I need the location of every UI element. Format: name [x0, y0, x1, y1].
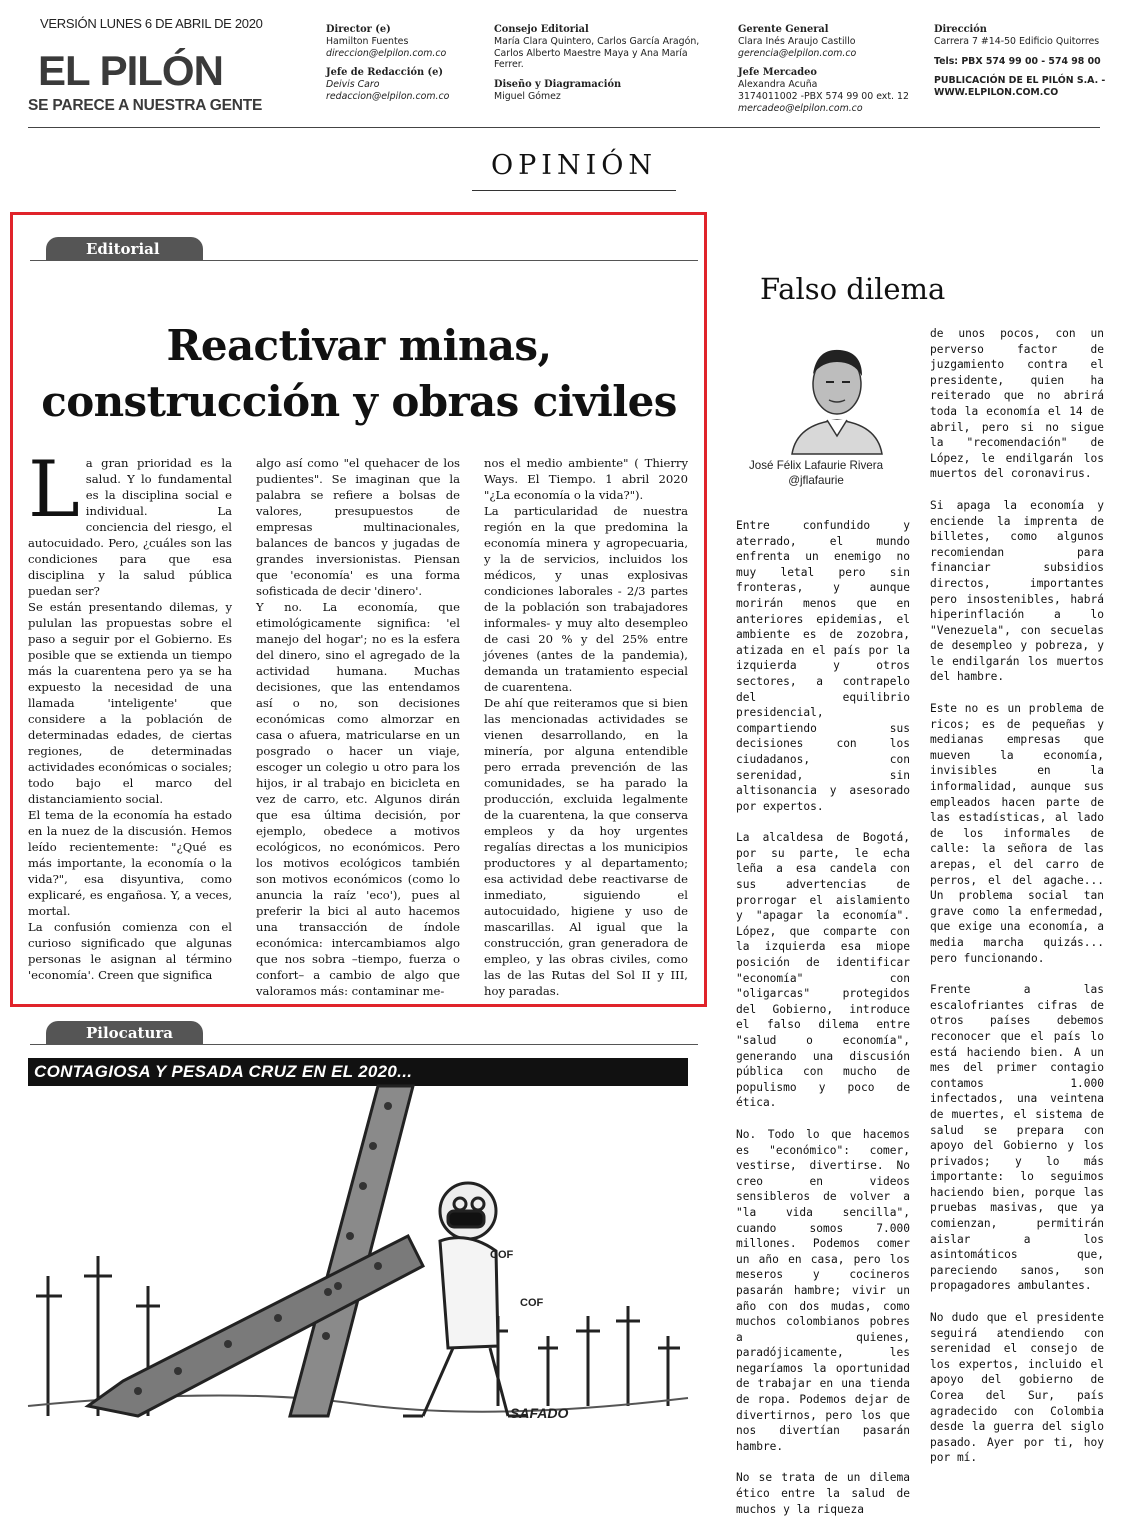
author-handle[interactable]: @jflafaurie: [788, 474, 844, 487]
gerente-label: Gerente General: [738, 24, 829, 35]
editorial-tab-rule: [30, 260, 698, 261]
editorial-column-2: [256, 455, 460, 999]
publicacion-line-2[interactable]: WWW.ELPILON.COM.CO: [934, 87, 1059, 99]
consejo-line-1: María Clara Quintero, Carlos García Aragón,: [494, 35, 700, 47]
editorial-paragraph: algo así como "el quehacer de los pudientes". Se imaginan que la palabra se refiere a bolsas de valores, presupuestos de empresas multinacionales, balances de bancos y jugadas de grandes inversionistas. Piensan que 'economía' es una forma sofisticada de decir 'dinero'.: [256, 456, 460, 598]
editorial-paragraph: La confusión comienza con el curioso significado que algunas personas le asignan al término 'economía'. Creen que significa: [28, 920, 232, 982]
section-title: OPINIÓN: [490, 150, 658, 181]
cartoon-title: CONTAGIOSA Y PESADA CRUZ EN EL 2020...: [28, 1058, 688, 1086]
column-paragraph: Si apaga la economía y enciende la imprenta de billetes, como algunos recomiendan para financiar subsidios directos, importantes pero insostenibles, habrá hiperinflación a lo "Venezuela", con secuelas de desempleo y pobreza, y le endilgarán los muertos del hambre.: [930, 498, 1104, 684]
section-underline: [472, 190, 676, 191]
consejo-line-3: Ferrer.: [494, 59, 524, 71]
mercadeo-name: Alexandra Acuña: [738, 79, 818, 91]
pilocatura-tab: Pilocatura: [46, 1021, 203, 1045]
gerente-email[interactable]: gerencia@elpilon.com.co: [738, 47, 857, 59]
column-paragraph: No dudo que el presidente seguirá atendiendo con serenidad el consejo de los expertos, incluido el apoyo del gobierno de Corea del Sur, país agradecido con Colombia desde la guerra del siglo pasado. Ayer por ti, hoy por mí.: [930, 1311, 1104, 1465]
column-paragraph: No se trata de un dilema ético entre la salud de muchos y la riqueza: [736, 1471, 910, 1516]
editorial-paragraph: Se están presentando dilemas, y pululan las propuestas sobre el paso a seguir por el Gobierno. Es posible que se extienda un tiempo más la cuarentena pero ya se ha expuesto la necesidad de una llamada 'inteligente' que considere a la población de determinadas edades, de ciertas regiones, de determinadas actividades económicas o sociales; todo bajo el marco del distanciamiento social.: [28, 600, 232, 806]
consejo-label: Consejo Editorial: [494, 24, 589, 35]
editorial-tab: Editorial: [46, 237, 203, 261]
gerente-name: Clara Inés Araujo Castillo: [738, 35, 856, 47]
drop-cap: L: [28, 445, 80, 535]
column-paragraph: Entre confundido y aterrado, el mundo enfrenta un enemigo no muy letal pero sin fronteras, y aunque morirán menos que en anteriores epidemias, el ambiente es de zozobra, atizada en el país por la izquierda y otros sectores, a contrapelo del equilibrio presidencial, compartiendo sus decisiones con los ciudadanos, con serenidad, sin altisonancia y asesorado por expertos.: [736, 519, 910, 813]
cartoon-illustration[interactable]: [28, 1086, 688, 1434]
mercadeo-email[interactable]: mercadeo@elpilon.com.co: [738, 102, 863, 114]
editorial-paragraph: De ahí que reiteramos que si bien las mencionadas actividades se vienen desarrollando, en la minería, por alguna entendible pero errada prevención de las comunidades, se ha parado la producción, excluida legalmente de la cuarentena, la que conserva empleos y da hoy urgentes regalías directas a los municipios productores y al departamento; esa actividad debe reactivarse de inmediato, siguiendo el autocuidado, higiene y uso de mascarillas. Al igual que la construcción, gran generadora de empleo, y las obras civiles, como las de las Rutas del Sol II y III, hoy paradas.: [484, 696, 688, 998]
editorial-paragraph: Y no. La economía, que etimológicamente significa: 'el manejo del hogar'; no es la esfera del dinero, sino el agregado de la actividad humana. Muchas decisiones, que las entendamos así o no, son decisiones económicas como almorzar en casa o afuera, matricularse en un posgrado o hacer un viaje, escoger un colegio u otro para los hijos, ir al trabajo en bicicleta en vez de carro, etc. Algunos dirán que esa última decisión, por ejemplo, obedece a motivos ecológicos, no económicos. Pero los motivos ecológicos también son motivos económicos (como lo anuncia la raíz 'eco'), pues al preferir la bici al auto hacemos una transacción de índole económica: intercambiamos algo que nos sobra –tiempo, fuerza o confort– a cambio de algo que valoramos más: contaminar me-: [256, 600, 460, 998]
headline-line-1: Reactivar minas,: [166, 321, 552, 370]
editorial-headline: [24, 318, 694, 430]
editorial-column-3: [484, 455, 688, 999]
column-text-1: [736, 518, 910, 1517]
editorial-paragraph: La particularidad de nuestra región en la que predomina la economía minera y agropecuaria, y la de servicios, incluidos los médicos, y unas explosivas condiciones laborales - 2/3 partes de la población son trabajadores informales- y muy alto desempleo de casi 20 % y del 25% entre jóvenes (antes de la pandemia), demanda un tratamiento especial de cuarentena.: [484, 504, 688, 694]
director-label: Director (e): [326, 24, 391, 35]
header-divider: [28, 127, 1100, 128]
masthead-consejo: [494, 24, 699, 103]
cartoonist-signature: SAFADO: [510, 1405, 569, 1421]
column-paragraph: Frente a las escalofriantes cifras de otros países debemos reconocer que el país lo está haciendo bien. A un mes del primer contagio contamos 1.000 infectados, una veintena de muertes, el sistema de salud se prepara con apoyo del Gobierno y los privados; y lo más importante: lo seguimos haciendo bien, porque las pruebas masivas, que ya comienzan, permitirán aislar a los asintomáticos que, pareciendo sanos, son propagadores ambulantes.: [930, 983, 1104, 1293]
edition-date: VERSIÓN LUNES 6 DE ABRIL DE 2020: [40, 16, 263, 31]
column-title: Falso dilema: [760, 272, 946, 306]
redaccion-label: Jefe de Redacción (e): [326, 67, 444, 79]
director-email[interactable]: direccion@elpilon.com.co: [326, 47, 447, 59]
mercadeo-label: Jefe Mercadeo: [738, 67, 817, 79]
diseno-name: Miguel Gómez: [494, 90, 561, 102]
column-text-2: [930, 326, 1104, 1466]
editorial-paragraph: El tema de la economía ha estado en la nuez de la discusión. Hemos leído recientemente: "¿Qué es más importante, la economía o la vida?", esa disyuntiva, como explicaré, es engañosa. Y, a veces, mortal.: [28, 808, 232, 918]
editorial-paragraph: La gran prioridad es la salud. Y lo fundamental es la disciplina social e individual. La conciencia del riesgo, el autocuidado. Pero, ¿cuáles son las condiciones para que esa disciplina y la salud pública puedan ser?: [28, 445, 232, 598]
newspaper-logo[interactable]: EL PILÓN: [38, 47, 223, 94]
headline-line-2: construcción y obras civiles: [41, 377, 677, 426]
author-portrait: [782, 336, 892, 454]
direccion-phones: Tels: PBX 574 99 00 - 574 98 00: [934, 55, 1101, 67]
director-name: Hamilton Fuentes: [326, 35, 409, 47]
masthead-gerencia: [738, 24, 909, 115]
column-paragraph: La alcaldesa de Bogotá, por su parte, le echa leña a esa candela con sus advertencias de prorrogar el aislamiento y "apagar la economía". López, que comparte con la izquierda esa miope posición de identificar "economía" con "oligarcas" protegidos del Gobierno, introduce el falso dilema entre "salud o economía", generando una discusión pública con mucho de populismo y poco de ética.: [736, 831, 910, 1110]
column-paragraph: No. Todo lo que hacemos es "económico": comer, vestirse, divertirse. No creo en videos sensibleros de volver a "la vida sencilla", cuando somos 7.000 millones. Podemos comer un año en casa, pero los meseros y cocineros pasarán hambre; vivir un año con dos mudas, como muchos colombianos pobres a quienes, paradójicamente, les negaríamos la oportunidad de trabajar en una tienda de ropa. Podemos dejar de divertirnos, pero los que nos divertían pasarán hambre.: [736, 1127, 910, 1453]
publicacion-line-1: PUBLICACIÓN DE EL PILÓN S.A. -: [934, 75, 1106, 87]
masthead-direccion: [934, 24, 1105, 99]
diseno-label: Diseño y Diagramación: [494, 79, 622, 91]
column-paragraph: de unos pocos, con un perverso factor de juzgamiento contra el presidente, quien ha reiterado que no abrirá toda la economía el 14 de abril, pero si no sigue la "recomendación" de López, le endilgarán los muertos del coronavirus.: [930, 327, 1104, 481]
redaccion-name: Deivis Caro: [326, 79, 380, 91]
direccion-address: Carrera 7 #14-50 Edificio Quitorres: [934, 35, 1100, 47]
column-paragraph: Este no es un problema de ricos; es de pequeñas y medianas empresas que mueven la economía, invisibles en la informalidad, aunque sus empleados hacen parte de las estadísticas, al lado de los informales de calle: la señora de las arepas, el del carro de perros, el del agache... Un problema social tan grave como la enfermedad, que exige una economía, a media marcha quizás... pero funcionando.: [930, 702, 1104, 965]
consejo-line-2: Carlos Alberto Maestre Maya y Ana María: [494, 47, 688, 59]
editorial-column-1: [28, 445, 232, 983]
masthead-director: [326, 24, 449, 103]
cough-sound-1: COF: [490, 1249, 514, 1261]
pilocatura-tab-rule: [30, 1044, 698, 1045]
newspaper-tagline: SE PARECE A NUESTRA GENTE: [28, 97, 263, 114]
mercadeo-phone: 3174011002 -PBX 574 99 00 ext. 12: [738, 90, 909, 102]
direccion-label: Dirección: [934, 24, 987, 35]
author-name: José Félix Lafaurie Rivera: [748, 459, 884, 472]
editorial-paragraph: nos el medio ambiente" ( Thierry Ways. El Tiempo. 1 abril 2020 "¿La economía o la vida?").: [484, 456, 688, 502]
author-byline: [736, 458, 896, 488]
redaccion-email[interactable]: redaccion@elpilon.com.co: [326, 90, 450, 102]
cough-sound-2: COF: [520, 1297, 544, 1309]
